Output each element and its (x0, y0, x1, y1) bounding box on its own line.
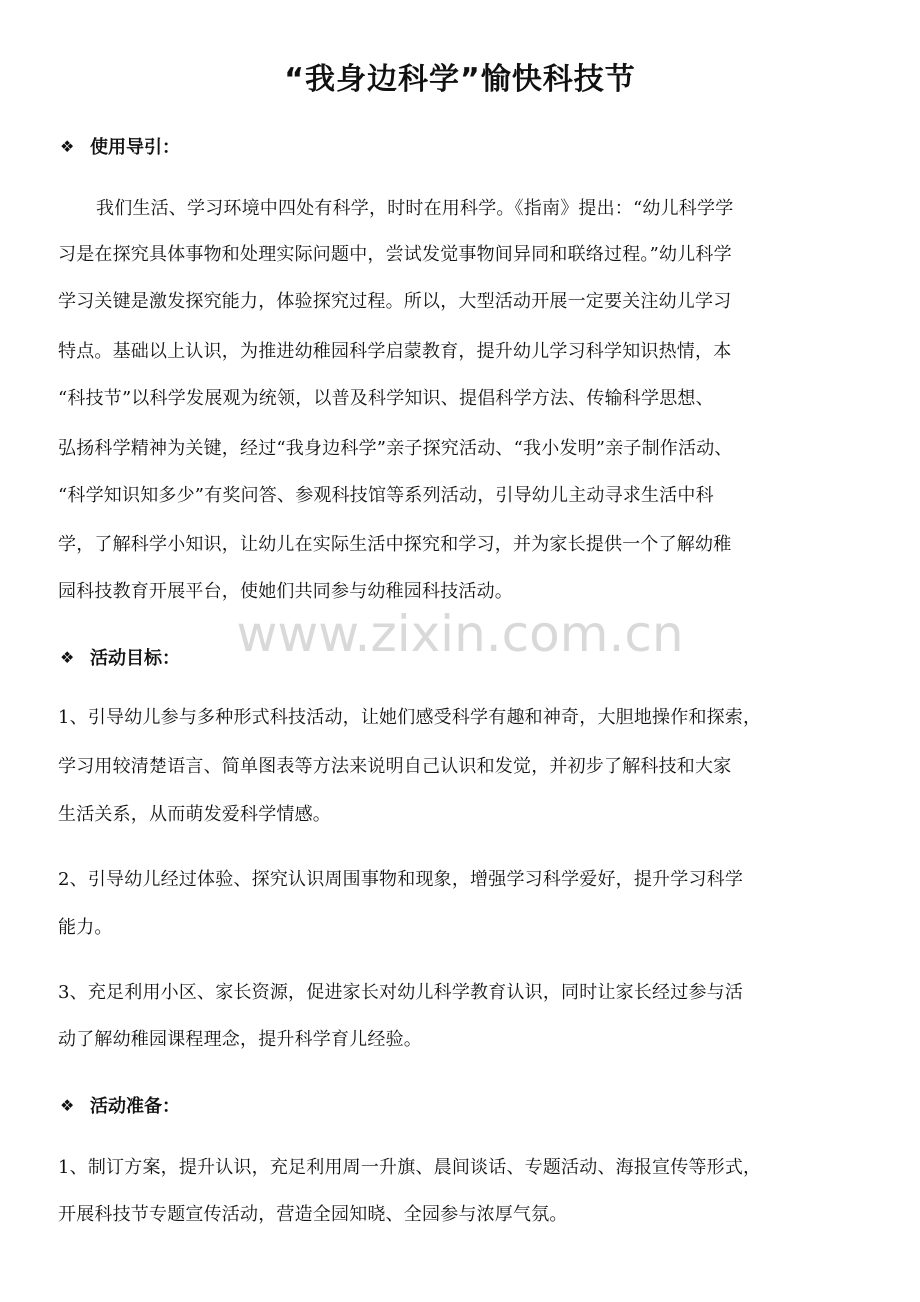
paragraph-line: 习是在探究具体事物和处理实际问题中，尝试发觉事物间异同和联络过程。”幼儿科学 (58, 244, 732, 265)
section-heading-label: 活动准备： (90, 1096, 180, 1117)
paragraph-line: 我们生活、学习环境中四处有科学，时时在用科学。《指南》提出：“幼儿科学学 (96, 198, 734, 219)
section-heading-goals (60, 642, 180, 672)
paragraph-line: “科学知识知多少”有奖问答、参观科技馆等系列活动，引导幼儿主动寻求生活中科 (58, 485, 714, 506)
goal-item-line: 1、引导幼儿参与多种形式科技活动，让她们感受科学有趣和神奇，大胆地操作和探索， (58, 707, 762, 728)
diamond-bullet-icon: ❖ (60, 1095, 75, 1115)
section-heading-label: 活动目标： (90, 648, 180, 669)
paragraph-line: 弘扬科学精神为关键，经过“我身边科学”亲子探究活动、“我小发明”亲子制作活动、 (58, 438, 733, 459)
diamond-bullet-icon: ❖ (60, 136, 75, 156)
watermark: www.zixin.com.cn (236, 605, 684, 663)
section-heading-prep (60, 1090, 180, 1120)
paragraph-line: 学，了解科学小知识，让幼儿在实际生活中探究和学习，并为家长提供一个了解幼稚 (58, 534, 732, 555)
goal-item-line: 动了解幼稚园课程理念，提升科学育儿经验。 (58, 1029, 422, 1050)
document-title: “我身边科学”愉快科技节 (284, 62, 636, 97)
prep-item-line: 开展科技节专题宣传活动，营造全园知晓、全园参与浓厚气氛。 (58, 1204, 568, 1225)
paragraph-line: 园科技教育开展平台，使她们共同参与幼稚园科技活动。 (58, 581, 513, 602)
goal-item-line: 3、充足利用小区、家长资源，促进家长对幼儿科学教育认识，同时让家长经过参与活 (58, 982, 744, 1003)
section-heading-guide (60, 131, 180, 161)
goal-item-line: 生活关系，从而萌发爱科学情感。 (58, 804, 331, 825)
paragraph-line: “科技节”以科学发展观为统领，以普及科学知识、提倡科学方法、传输科学思想、 (58, 388, 714, 409)
goal-item-line: 能力。 (58, 917, 113, 938)
goal-item-line: 2、引导幼儿经过体验、探究认识周围事物和现象，增强学习科学爱好，提升学习科学 (58, 869, 744, 890)
prep-item-line: 1、制订方案，提升认识，充足利用周一升旗、晨间谈话、专题活动、海报宣传等形式， (58, 1157, 762, 1178)
paragraph-line: 特点。基础以上认识，为推进幼稚园科学启蒙教育，提升幼儿学习科学知识热情，本 (58, 341, 732, 362)
paragraph-line: 学习关键是激发探究能力，体验探究过程。所以，大型活动开展一定要关注幼儿学习 (58, 291, 732, 312)
diamond-bullet-icon: ❖ (60, 647, 75, 667)
goal-item-line: 学习用较清楚语言、简单图表等方法来说明自己认识和发觉，并初步了解科技和大家 (58, 756, 732, 777)
section-heading-label: 使用导引： (90, 137, 180, 158)
